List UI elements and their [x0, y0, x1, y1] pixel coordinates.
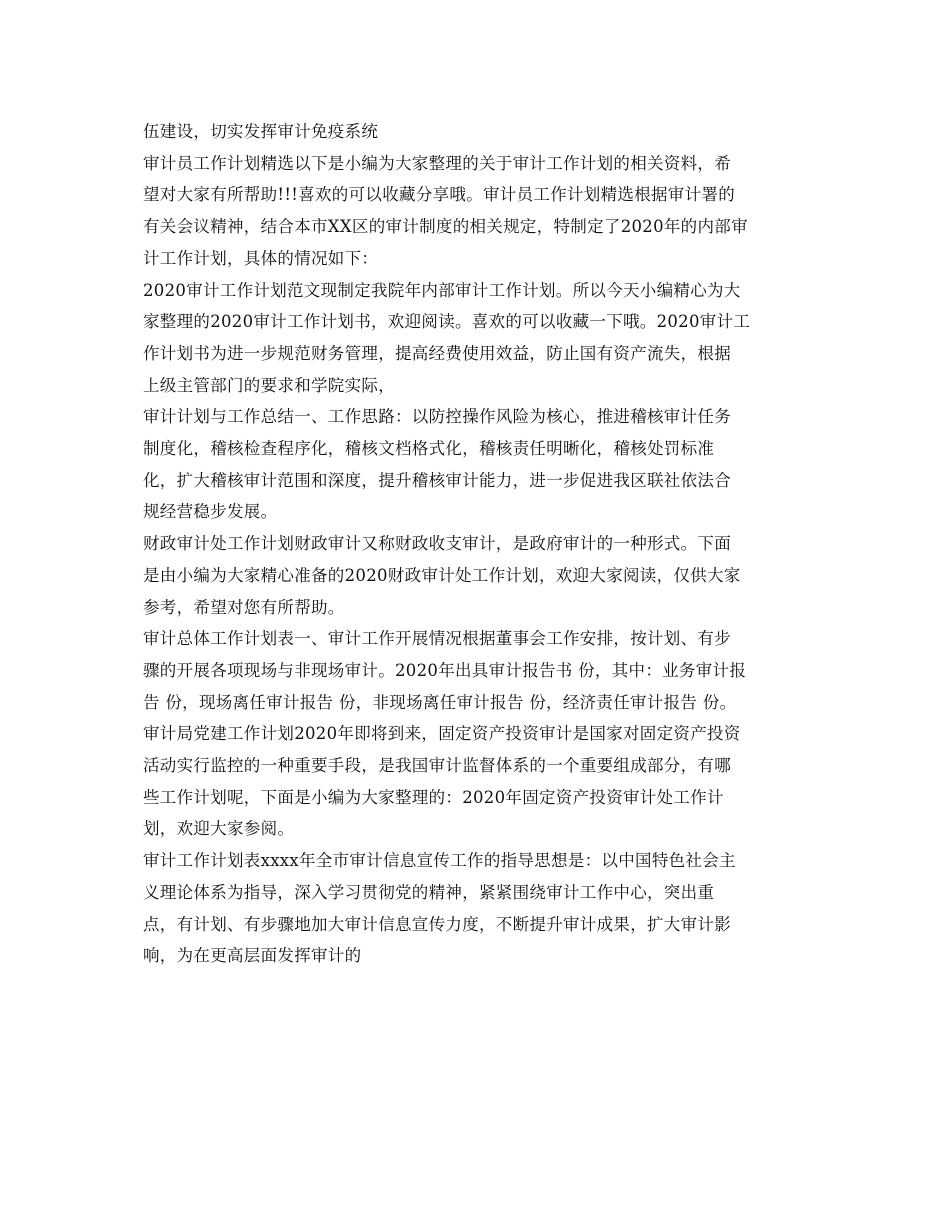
text-line: 规经营稳步发展。	[143, 502, 278, 522]
text-line: 审计工作计划表xxxx年全市审计信息宣传工作的指导思想是：以中国特色社会主	[143, 851, 736, 871]
text-line: 望对大家有所帮助!!!喜欢的可以收藏分享哦。审计员工作计划精选根据审计署的	[143, 185, 735, 205]
text-line: 化，扩大稽核审计范围和深度，提升稽核审计能力，进一步促进我区联社依法合	[143, 470, 731, 490]
text-line: 计工作计划，具体的情况如下：	[143, 248, 379, 268]
text-line: 制度化，稽核检查程序化，稽核文档格式化，稽核责任明晰化，稽核处罚标准	[143, 439, 715, 459]
text-line: 上级主管部门的要求和学院实际，	[143, 375, 395, 395]
document-body	[143, 116, 807, 972]
text-line: 骤的开展各项现场与非现场审计。2020年出具审计报告书 份，其中：业务审计报	[143, 660, 747, 680]
text-line: 告 份，现场离任审计报告 份，非现场离任审计报告 份，经济责任审计报告 份。	[143, 692, 737, 712]
text-line: 审计局党建工作计划2020年即将到来，固定资产投资审计是国家对固定资产投资	[143, 724, 741, 744]
text-line: 划，欢迎大家参阅。	[143, 819, 295, 839]
text-line: 些工作计划呢，下面是小编为大家整理的：2020年固定资产投资审计处工作计	[143, 787, 724, 807]
text-line: 响，为在更高层面发挥审计的	[143, 946, 362, 966]
text-line: 伍建设，切实发挥审计免疫系统	[143, 122, 379, 141]
text-line: 活动实行监控的一种重要手段，是我国审计监督体系的一个重要组成部分，有哪	[143, 756, 731, 776]
text-line: 是由小编为大家精心准备的2020财政审计处工作计划，欢迎大家阅读，仅供大家	[143, 565, 741, 585]
text-line: 财政审计处工作计划财政审计又称财政收支审计，是政府审计的一种形式。下面	[143, 534, 731, 554]
text-line: 有关会议精神，结合本市XX区的审计制度的相关规定，特制定了2020年的内部审	[143, 217, 748, 237]
text-line: 点，有计划、有步骤地加大审计信息宣传力度，不断提升审计成果，扩大审计影	[143, 914, 731, 934]
text-line: 2020审计工作计划范文现制定我院年内部审计工作计划。所以今天小编精心为大	[143, 280, 741, 300]
text-line: 作计划书为进一步规范财务管理，提高经费使用效益，防止国有资产流失，根据	[143, 343, 731, 363]
text-line: 审计计划与工作总结一、工作思路：以防控操作风险为核心，推进稽核审计任务	[143, 407, 731, 427]
text-line: 家整理的2020审计工作计划书，欢迎阅读。喜欢的可以收藏一下哦。2020审计工	[143, 312, 751, 332]
text-line: 参考，希望对您有所帮助。	[143, 597, 345, 617]
text-line: 审计总体工作计划表一、审计工作开展情况根据董事会工作安排，按计划、有步	[143, 629, 731, 649]
text-line: 义理论体系为指导，深入学习贯彻党的精神，紧紧围绕审计工作中心，突出重	[143, 882, 715, 902]
text-line: 审计员工作计划精选以下是小编为大家整理的关于审计工作计划的相关资料，希	[143, 153, 731, 173]
